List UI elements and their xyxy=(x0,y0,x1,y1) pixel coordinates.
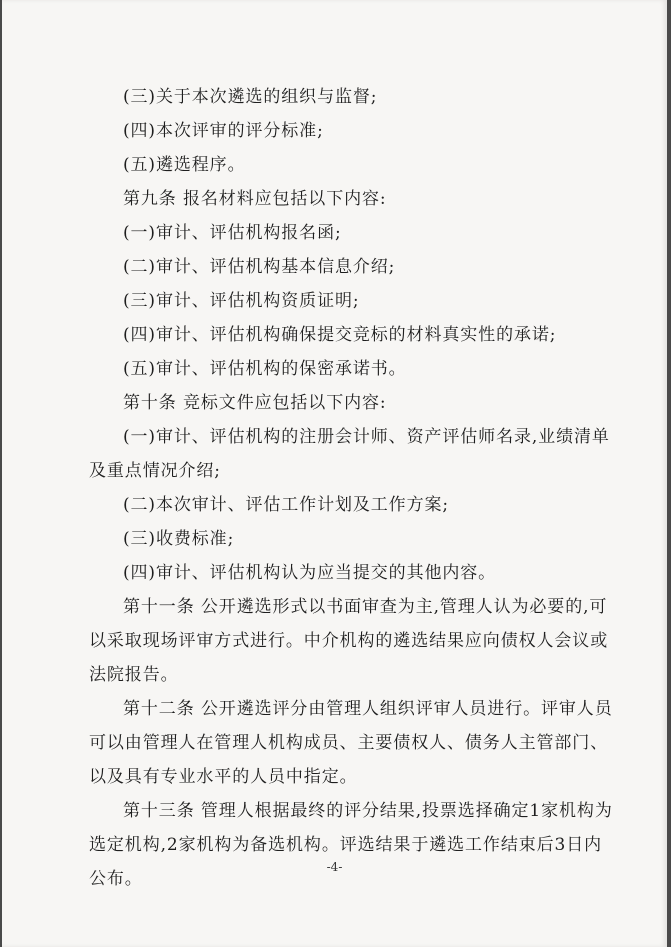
paragraph: (五)审计、评估机构的保密承诺书。 xyxy=(123,359,407,379)
document-body xyxy=(89,80,613,896)
article-paragraph: 第十一条 公开遴选形式以书面审查为主,管理人认为必要的,可以采取现场评审方式进行。中介机构的遴选结果应向债权人会议或法院报告。 xyxy=(89,597,609,685)
paragraph: (四)审计、评估机构确保提交竞标的材料真实性的承诺; xyxy=(123,325,557,345)
paragraph: (三)审计、评估机构资质证明; xyxy=(123,291,360,311)
article-heading: 第十条 竞标文件应包括以下内容: xyxy=(123,393,387,413)
paragraph: (四)审计、评估机构认为应当提交的其他内容。 xyxy=(123,563,497,583)
article-paragraph: 第十二条 公开遴选评分由管理人组织评审人员进行。评审人员可以由管理人在管理人机构成员、主要债权人、债务人主管部门、以及具有专业水平的人员中指定。 xyxy=(89,699,613,787)
page-number: -4- xyxy=(326,860,343,874)
paragraph: (五)遴选程序。 xyxy=(123,155,246,175)
paragraph: (二)本次审计、评估工作计划及工作方案; xyxy=(123,495,449,515)
paragraph: (一)审计、评估机构报名函; xyxy=(123,223,342,243)
article-heading: 第九条 报名材料应包括以下内容: xyxy=(123,189,387,209)
article-paragraph: 第十三条 管理人根据最终的评分结果,投票选择确定1家机构为选定机构,2家机构为备选机构。评选结果于遴选工作结束后3日内公布。 xyxy=(89,801,613,889)
paragraph: (一)审计、评估机构的注册会计师、资产评估师名录,业绩清单及重点情况介绍; xyxy=(89,427,610,481)
document-page xyxy=(2,0,667,947)
paragraph: (三)关于本次遴选的组织与监督; xyxy=(123,87,378,107)
paragraph: (四)本次评审的评分标准; xyxy=(123,121,324,141)
paragraph: (三)收费标准; xyxy=(123,529,235,549)
paragraph: (二)审计、评估机构基本信息介绍; xyxy=(123,257,396,277)
